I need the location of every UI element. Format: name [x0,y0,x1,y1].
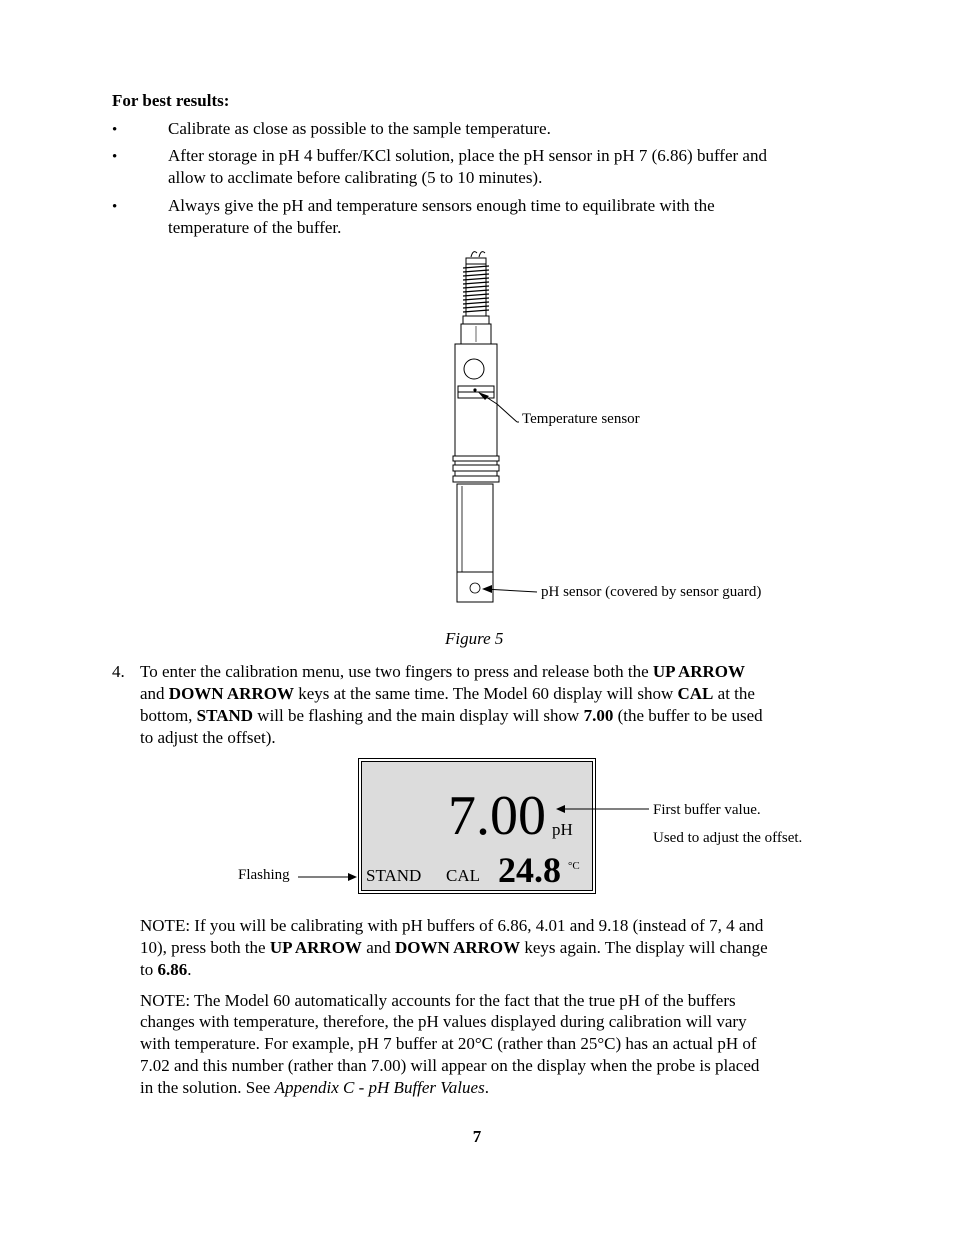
step-line: and DOWN ARROW keys at the same time. The Model 60 display will show CAL at the [140,684,755,703]
note-line: NOTE: The Model 60 automatically accounts for the fact that the true pH of the buffers [140,991,736,1010]
ph-unit-label: pH [552,820,573,839]
step-number: 4. [112,662,125,681]
step-line: bottom, STAND will be flashing and the main display will show 7.00 (the buffer to be used [140,706,763,725]
temperature-reading: 24.8 [498,850,561,890]
figure-caption: Figure 5 [445,629,504,648]
temperature-sensor-label: Temperature sensor [522,411,640,427]
bullet-symbol: • [112,199,118,215]
bullet-symbol: • [112,122,118,138]
bullet-symbol: • [112,149,118,165]
first-buffer-label: First buffer value. [653,802,761,818]
note-line: with temperature. For example, pH 7 buffer at 20°C (rather than 25°C) has an actual pH of [140,1034,757,1053]
note-line: to 6.86. [140,960,192,979]
note-line: 7.02 and this number (rather than 7.00) will appear on the display when the probe is placed [140,1056,760,1075]
stand-indicator: STAND [366,866,422,885]
note-line: changes with temperature, therefore, the pH values displayed during calibration will vary [140,1012,747,1031]
bullet-text-continued: temperature of the buffer. [168,218,342,237]
bullet-text: After storage in pH 4 buffer/KCl solution, place the pH sensor in pH 7 (6.86) buffer and [168,146,767,165]
note-line: NOTE: If you will be calibrating with pH buffers of 6.86, 4.01 and 9.18 (instead of 7, 4 and [140,916,764,935]
flashing-label: Flashing [238,867,290,883]
page-number: 7 [472,1127,482,1146]
bullet-text-continued: allow to acclimate before calibrating (5 to 10 minutes). [168,168,543,187]
temperature-unit: °C [568,860,580,872]
main-reading: 7.00 [448,785,546,847]
section-heading: For best results: [112,91,230,110]
appendix-reference: Appendix C - pH Buffer Values [274,1078,485,1097]
note-line: in the solution. See Appendix C - pH Buffer Values. [140,1078,489,1097]
step-line: To enter the calibration menu, use two fingers to press and release both the UP ARROW [140,662,745,681]
cal-indicator: CAL [446,866,480,885]
ph-sensor-label: pH sensor (covered by sensor guard) [541,584,762,600]
offset-label: Used to adjust the offset. [653,830,803,846]
step-line: to adjust the offset). [140,728,276,747]
note-line: 10), press both the UP ARROW and DOWN ARROW keys again. The display will change [140,938,768,957]
bullet-text: Always give the pH and temperature sensors enough time to equilibrate with the [168,196,715,215]
bullet-text: Calibrate as close as possible to the sample temperature. [168,119,551,138]
